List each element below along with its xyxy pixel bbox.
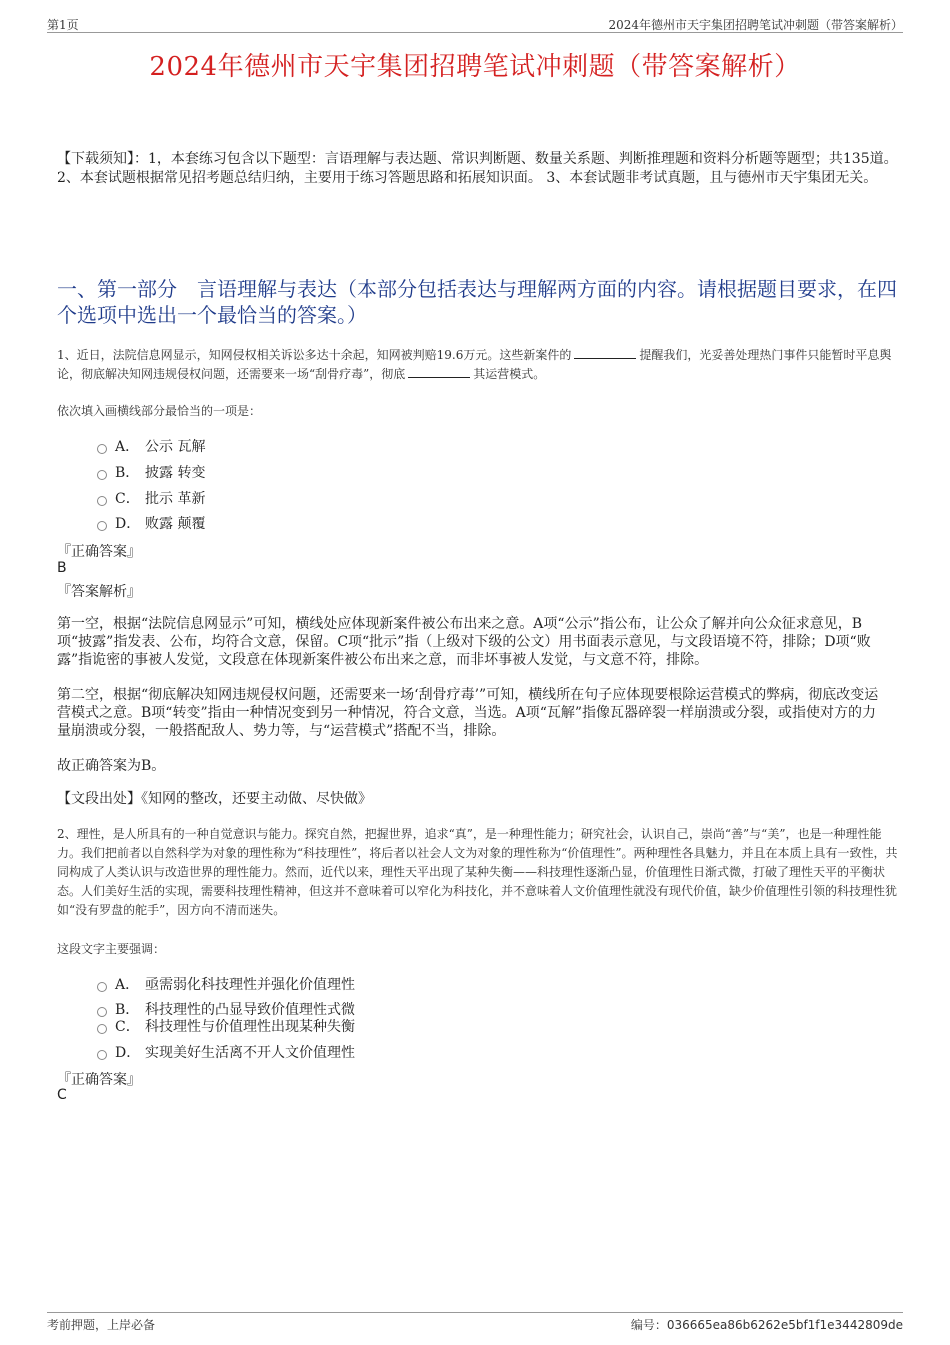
q1-option-b[interactable]: B． 披露 转变 <box>97 462 205 482</box>
radio-icon[interactable] <box>97 521 107 531</box>
q1-analysis-label: 『答案解析』 <box>57 584 141 600</box>
question-1-stem <box>57 346 902 384</box>
header-doc-title: 2024年德州市天宇集团招聘笔试冲刺题（带答案解析） <box>608 18 903 32</box>
footer-code-label: 编号： <box>630 1318 667 1332</box>
download-notice: 【下载须知】：1，本套练习包含以下题型：言语理解与表达题、常识判断题、数量关系题、判断推理题和资料分析题等题型；共135道。 2、本套试题根据常见招考题总结归纳，主要用于练习答题思路和拓展知识面。 3、本套试题非考试真题，且与德州市天宇集团无关。 <box>57 151 898 186</box>
q2-option-b[interactable]: B． 科技理性的凸显导致价值理性式微 <box>97 999 355 1019</box>
q1-text-part2: 提醒我们，光妥善处理热门事件只能暂时平息舆论，彻底解决知网违规侵权问题，还需要来一场“刮骨疗毒”，彻底 <box>57 348 892 381</box>
footer-code <box>631 1316 903 1333</box>
q1-answer: B <box>57 560 67 576</box>
q2-answer-label: 『正确答案』 <box>57 1072 141 1088</box>
q1-source: 【文段出处】《知网的整改，还要主动做、尽快做》 <box>57 791 372 807</box>
page-title: 2024年德州市天宇集团招聘笔试冲刺题（带答案解析） <box>149 52 801 82</box>
page-header <box>47 14 903 33</box>
q1-conclusion: 故正确答案为B。 <box>57 758 166 774</box>
footer-slogan: 考前押题，上岸必备 <box>47 1318 156 1332</box>
question-1-prompt: 依次填入画横线部分最恰当的一项是： <box>57 404 262 418</box>
question-2-stem: 2、理性，是人所具有的一种自觉意识与能力。探究自然，把握世界，追求“真”，是一种理性能力；研究社会，认识自己，崇尚“善”与“美”，也是一种理性能力。我们把前者以自然科学为对象的理性称为“科技理性”，将后者以社会人文为对象的理性称为“价值理性”。两种理性各具魅力，并且在本质上具有一致性，共同构成了人类认识与改造世界的理性能力。然而，近代以来，理性天平出现了某种失衡——科技理性逐渐凸显，价值理性日渐式微，打破了理性天平的平衡状态。人们美好生活的实现，需要科技理性精神，但这并不意味着可以窄化为科技化，并不意味着人文价值理性就没有现代价值，缺少价值理性引领的科技理性犹如“没有罗盘的舵手”，因方向不清而迷失。 <box>57 827 898 917</box>
q1-answer-label: 『正确答案』 <box>57 544 141 560</box>
footer-code-value: 036665ea86b6262e5bf1f1e3442809de <box>666 1318 903 1332</box>
q1-option-d[interactable]: D． 败露 颠覆 <box>97 513 205 533</box>
page-number: 第1页 <box>47 18 79 32</box>
q1-option-a[interactable]: A． 公示 瓦解 <box>97 436 205 456</box>
question-2-prompt: 这段文字主要强调： <box>57 942 166 956</box>
section-heading: 一、第一部分 言语理解与表达（本部分包括表达与理解两方面的内容。请根据题目要求，在四个选项中选出一个最恰当的答案。） <box>57 277 897 327</box>
radio-icon[interactable] <box>97 470 107 480</box>
q1-analysis-paragraph-2: 第二空，根据“彻底解决知网违规侵权问题，还需要来一场‘刮骨疗毒’”可知，横线所在句子应体现要根除运营模式的弊病，彻底改变运营模式之意。B项“转变”指由一种情况变到另一种情况，符合文意，当选。A项“瓦解”指像瓦器碎裂一样崩溃或分裂，或指使对方的力量崩溃或分裂，一般搭配敌人、势力等，与“运营模式”搭配不当，排除。 <box>57 687 879 739</box>
fill-blank-2 <box>408 365 470 378</box>
radio-icon[interactable] <box>97 444 107 454</box>
q2-option-a[interactable]: A． 亟需弱化科技理性并强化价值理性 <box>97 974 355 994</box>
q1-text-part3: 其运营模式。 <box>473 367 546 381</box>
radio-icon[interactable] <box>97 496 107 506</box>
page-footer <box>47 1312 903 1333</box>
q2-option-c[interactable]: C． 科技理性与价值理性出现某种失衡 <box>97 1016 355 1036</box>
q1-text-part1: 1、近日，法院信息网显示，知网侵权相关诉讼多达十余起，知网被判赔19.6万元。这些新案件的 <box>57 348 572 362</box>
radio-icon[interactable] <box>97 982 107 992</box>
fill-blank-1 <box>574 346 636 359</box>
q2-option-d[interactable]: D． 实现美好生活离不开人文价值理性 <box>97 1042 355 1062</box>
q1-analysis-paragraph-1: 第一空，根据“法院信息网显示”可知，横线处应体现新案件被公布出来之意。A项“公示”指公布，让公众了解并向公众征求意见，B项“披露”指发表、公布，均符合文意，保留。C项“批示”指（上级对下级的公文）用书面表示意见，与文段语境不符，排除；D项“败露”指诡密的事被人发觉，文段意在体现新案件被公布出来之意，而非坏事被人发觉，与文意不符，排除。 <box>57 616 871 668</box>
q2-answer: C <box>57 1087 67 1103</box>
radio-icon[interactable] <box>97 1050 107 1060</box>
radio-icon[interactable] <box>97 1024 107 1034</box>
q1-option-c[interactable]: C． 批示 革新 <box>97 488 205 508</box>
